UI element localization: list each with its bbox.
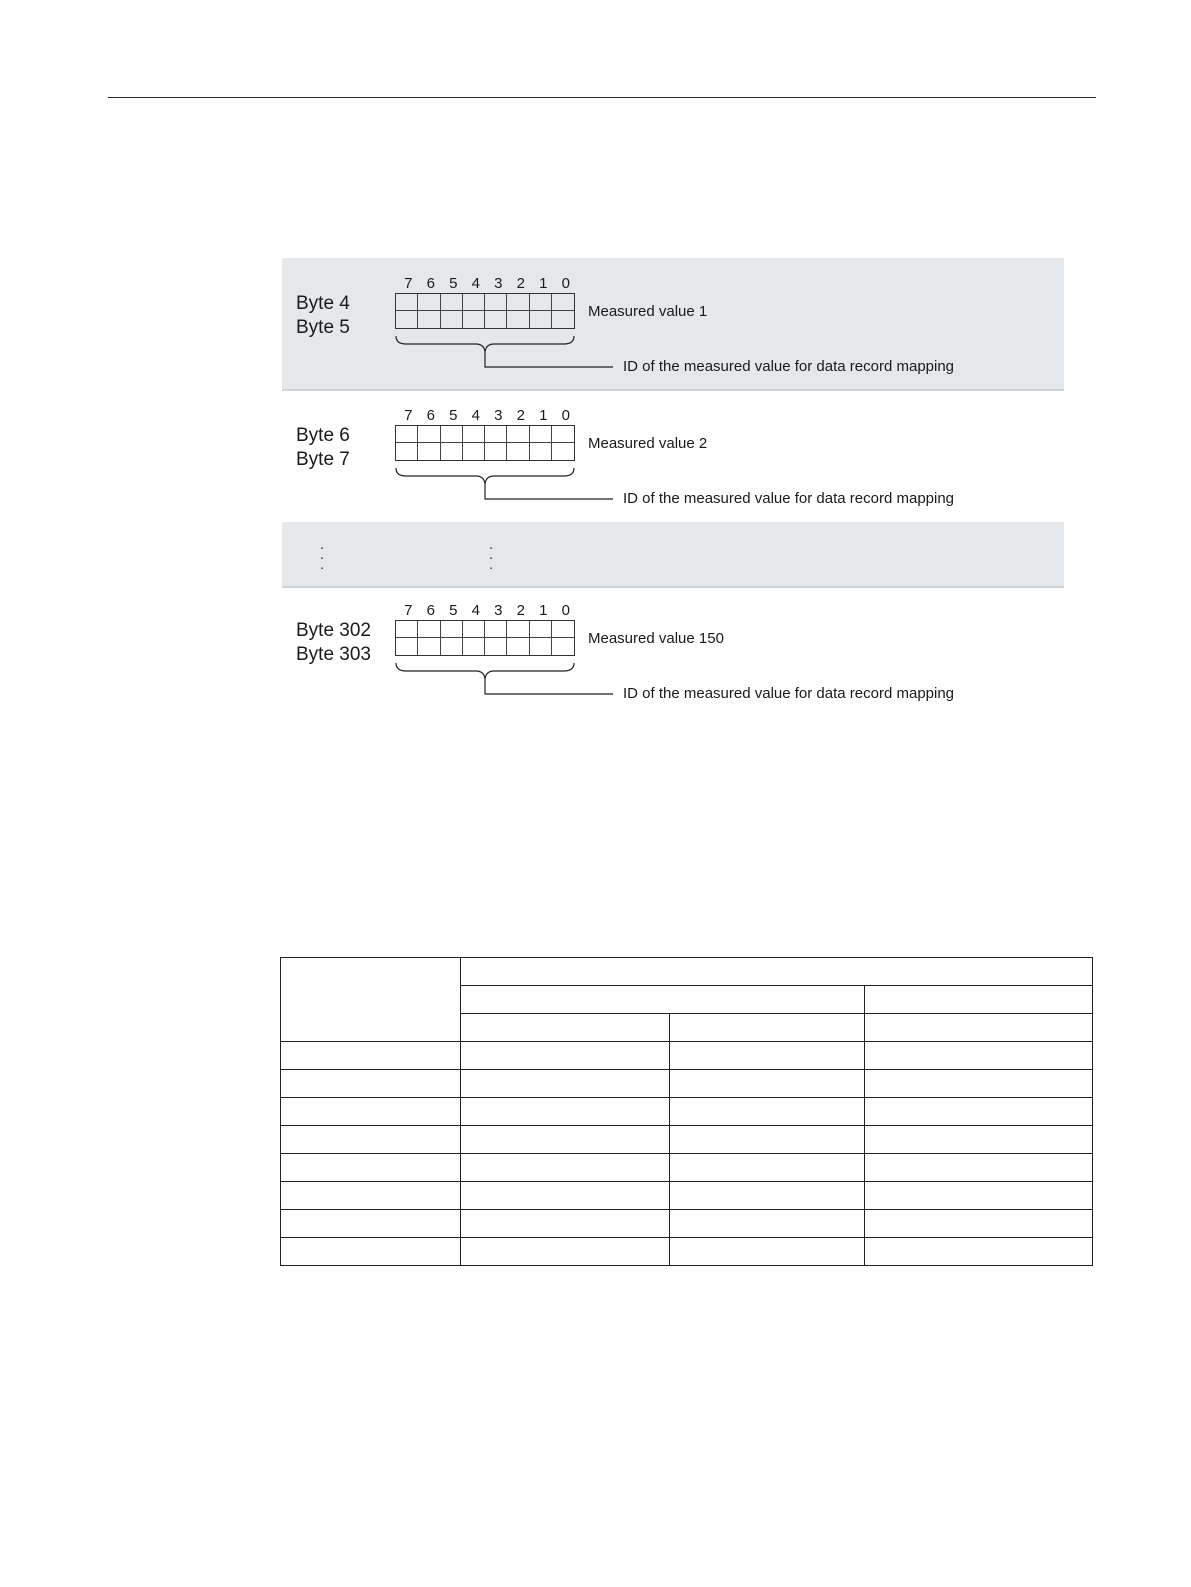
bit-number: 3 xyxy=(494,407,503,424)
table-cell xyxy=(281,1070,461,1098)
byte-high-label: Byte 4 xyxy=(296,293,350,314)
byte-low-label: Byte 7 xyxy=(296,449,350,470)
table-cell xyxy=(461,1070,670,1098)
table-cell xyxy=(461,1126,670,1154)
id-label: ID of the measured value for data record mapping xyxy=(623,490,955,507)
table-cell xyxy=(461,1238,670,1266)
bit-number: 2 xyxy=(516,602,525,619)
table-cell xyxy=(461,1154,670,1182)
measured-value-label: Measured value 150 xyxy=(588,630,724,647)
byte-labels xyxy=(296,424,350,472)
table-cell xyxy=(670,1182,865,1210)
vertical-ellipsis-left: . . . xyxy=(320,536,325,573)
table-cell xyxy=(670,1098,865,1126)
vertical-ellipsis-center: . . . xyxy=(489,536,494,573)
table-cell xyxy=(865,1238,1093,1266)
table-cell xyxy=(281,1238,461,1266)
table-cell xyxy=(865,1182,1093,1210)
table-row xyxy=(281,1210,1093,1238)
table-cell xyxy=(865,986,1093,1014)
register-grid xyxy=(395,293,575,329)
byte-low-label: Byte 303 xyxy=(296,644,371,665)
table-cell xyxy=(865,1042,1093,1070)
byte-high-label: Byte 6 xyxy=(296,425,350,446)
table-cell xyxy=(670,1154,865,1182)
table-cell xyxy=(461,958,1093,986)
table-cell xyxy=(461,1042,670,1070)
byte-high-label: Byte 302 xyxy=(296,620,371,641)
bit-number: 0 xyxy=(561,407,570,424)
bit-number: 4 xyxy=(471,275,480,292)
bit-number-row xyxy=(397,276,577,292)
table-header-row xyxy=(281,958,1093,986)
byte-layout-diagram xyxy=(282,258,1064,718)
measured-value-label: Measured value 1 xyxy=(588,303,708,320)
shaded-band-ellipsis xyxy=(282,522,1064,588)
bit-number: 7 xyxy=(404,275,413,292)
table-row xyxy=(281,1042,1093,1070)
bit-number: 7 xyxy=(404,407,413,424)
bit-number: 6 xyxy=(426,602,435,619)
bit-number-row xyxy=(397,603,577,619)
byte-block-1 xyxy=(282,258,1064,378)
table-cell xyxy=(865,1210,1093,1238)
id-label: ID of the measured value for data record mapping xyxy=(623,685,955,702)
table-cell xyxy=(670,1210,865,1238)
bit-number: 6 xyxy=(426,275,435,292)
table-cell xyxy=(865,1154,1093,1182)
table-cell xyxy=(865,1098,1093,1126)
table-cell xyxy=(670,1042,865,1070)
register-grid xyxy=(395,620,575,656)
table-cell xyxy=(670,1014,865,1042)
bit-number: 5 xyxy=(449,407,458,424)
table-row xyxy=(281,1126,1093,1154)
table-cell xyxy=(670,1238,865,1266)
table-cell xyxy=(461,1014,670,1042)
register-grid xyxy=(395,425,575,461)
id-label: ID of the measured value for data record mapping xyxy=(623,358,955,375)
table-cell xyxy=(281,1042,461,1070)
table-row xyxy=(281,1098,1093,1126)
table-cell xyxy=(670,1070,865,1098)
bit-number: 1 xyxy=(539,602,548,619)
table-row xyxy=(281,1238,1093,1266)
table-cell xyxy=(461,1182,670,1210)
measured-value-label: Measured value 2 xyxy=(588,435,708,452)
header-rule xyxy=(108,97,1096,98)
table-cell xyxy=(865,1126,1093,1154)
table-row xyxy=(281,1182,1093,1210)
table-cell xyxy=(281,1126,461,1154)
table-cell xyxy=(461,986,865,1014)
bit-number: 3 xyxy=(494,602,503,619)
bit-number: 5 xyxy=(449,275,458,292)
empty-table xyxy=(280,957,1093,1266)
bit-number: 0 xyxy=(561,602,570,619)
byte-labels xyxy=(296,292,350,340)
bit-number: 2 xyxy=(516,407,525,424)
table-cell xyxy=(281,1098,461,1126)
byte-labels xyxy=(296,619,371,667)
grid-table xyxy=(280,957,1093,1266)
byte-block-2 xyxy=(282,390,1064,510)
bit-number: 5 xyxy=(449,602,458,619)
bit-number: 4 xyxy=(471,602,480,619)
table-cell xyxy=(670,1126,865,1154)
table-cell xyxy=(865,1070,1093,1098)
byte-low-label: Byte 5 xyxy=(296,317,350,338)
table-cell xyxy=(281,958,461,1042)
table-cell xyxy=(461,1098,670,1126)
table-cell xyxy=(281,1182,461,1210)
table-row xyxy=(281,1154,1093,1182)
bit-number: 1 xyxy=(539,407,548,424)
bit-number: 0 xyxy=(561,275,570,292)
table-cell xyxy=(461,1210,670,1238)
bit-number: 6 xyxy=(426,407,435,424)
table-cell xyxy=(281,1210,461,1238)
bit-number: 4 xyxy=(471,407,480,424)
table-cell xyxy=(281,1154,461,1182)
table-cell xyxy=(865,1014,1093,1042)
bit-number: 7 xyxy=(404,602,413,619)
byte-block-150 xyxy=(282,585,1064,705)
bit-number-row xyxy=(397,408,577,424)
bit-number: 1 xyxy=(539,275,548,292)
table-row xyxy=(281,1070,1093,1098)
bit-number: 3 xyxy=(494,275,503,292)
bit-number: 2 xyxy=(516,275,525,292)
